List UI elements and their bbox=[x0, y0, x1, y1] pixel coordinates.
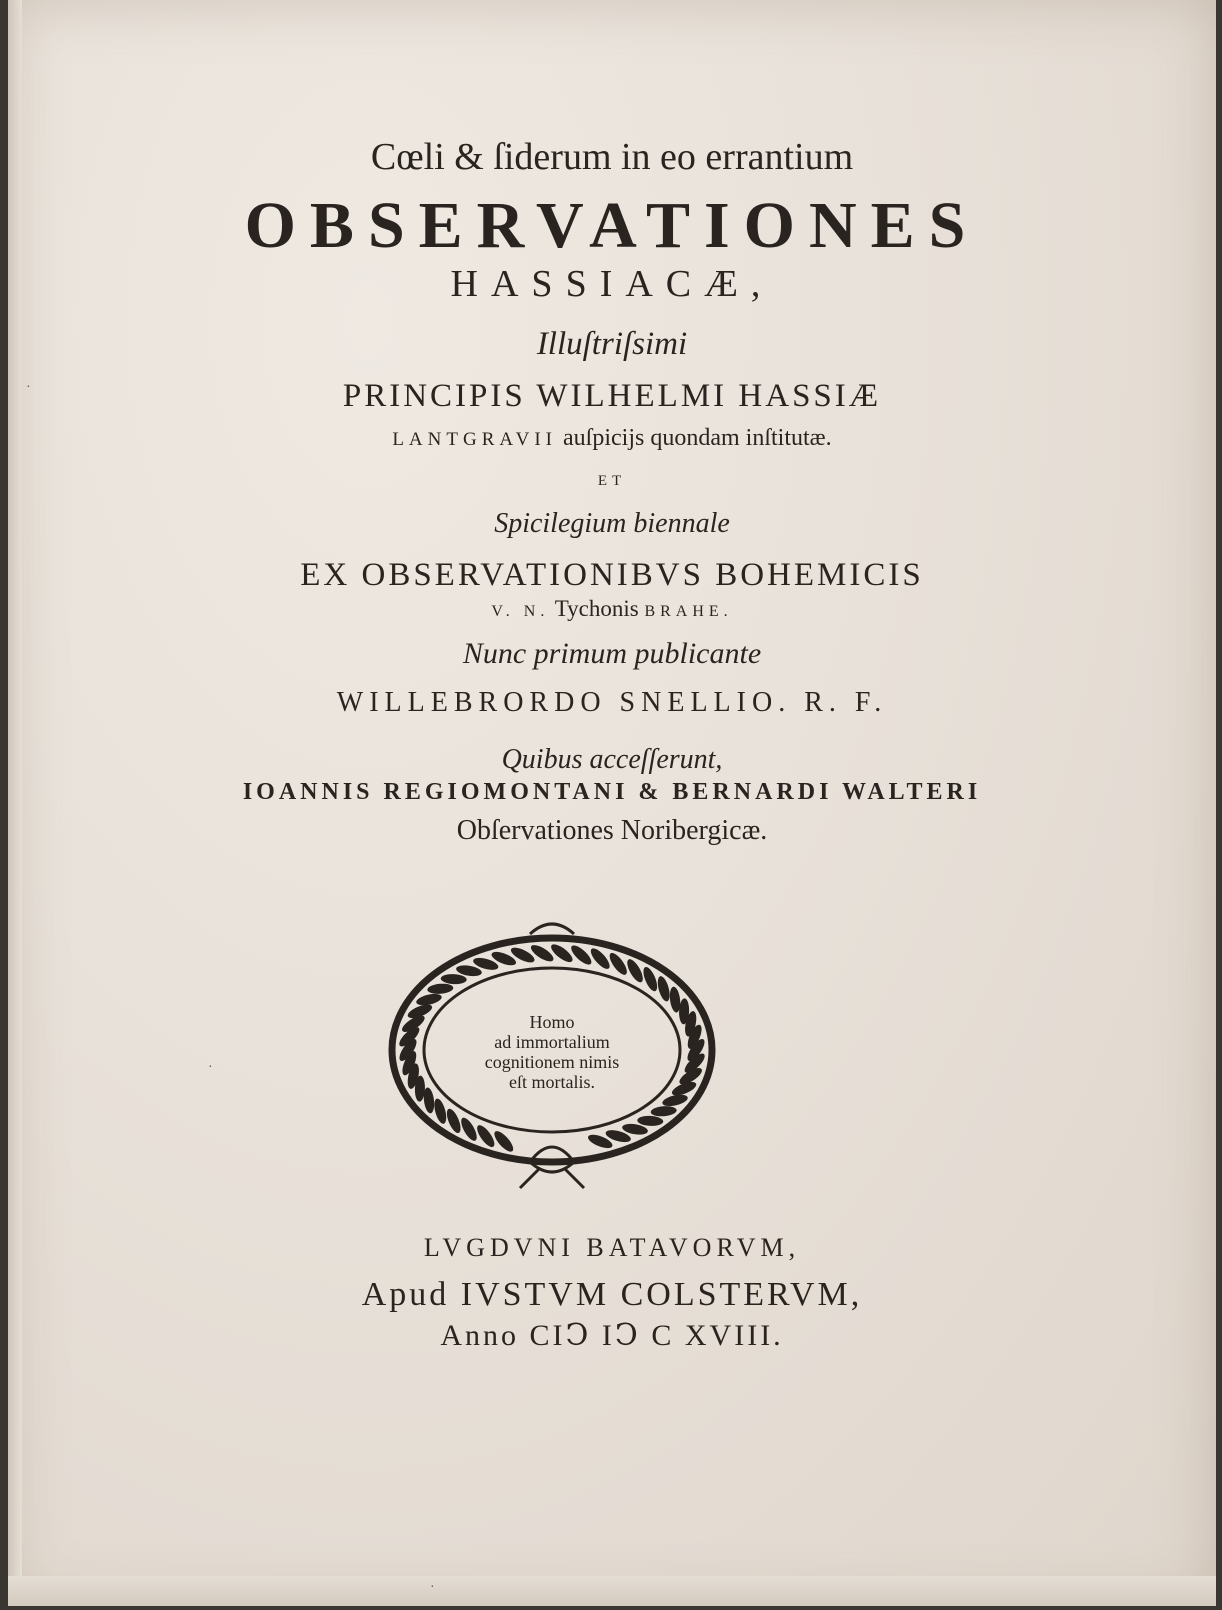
main-title: OBSERVATIONES bbox=[244, 189, 980, 262]
title-line-13: Quibus acceſſerunt, bbox=[501, 744, 723, 775]
laurel-leaf bbox=[588, 946, 613, 972]
laurel-leaf bbox=[432, 1097, 449, 1125]
page-edge-bottom bbox=[8, 1576, 1216, 1606]
motto-line-4: eſt mortalis. bbox=[509, 1072, 595, 1092]
motto-line-2: ad immortalium bbox=[494, 1032, 610, 1052]
title-line-9: EX OBSERVATIONIBVS BOHEMICIS bbox=[300, 557, 924, 593]
brahe-text: BRAHE. bbox=[644, 603, 733, 620]
paper-mark: · bbox=[26, 380, 31, 395]
paper-mark: · bbox=[430, 1580, 435, 1595]
laurel-leaf bbox=[440, 973, 466, 984]
title-line-5: PRINCIPIS WILHELMI HASSIÆ bbox=[342, 378, 882, 414]
laurel-leaf bbox=[491, 1128, 516, 1154]
title-line-6 bbox=[8, 425, 1216, 452]
laurel-leaf bbox=[427, 983, 454, 995]
title-page bbox=[8, 0, 1216, 1606]
paper-mark: · bbox=[208, 1060, 213, 1075]
title-line-10 bbox=[8, 596, 1216, 622]
title-line-14: IOANNIS REGIOMONTANI & BERNARDI WALTERI bbox=[242, 779, 982, 805]
title-line-11: Nunc primum publicante bbox=[462, 637, 762, 670]
title-line-3: HASSIACÆ, bbox=[450, 263, 774, 305]
laurel-leaf bbox=[655, 975, 672, 1003]
imprint-printer: Apud IVSTVM COLSTERVM, bbox=[361, 1276, 863, 1313]
vn-text: V. N. bbox=[491, 603, 550, 620]
title-line-1: Cœli & ſiderum in eo errantium bbox=[370, 136, 854, 178]
tychonis-text: Tychonis bbox=[549, 596, 645, 621]
imprint-place: LVGDVNI BATAVORVM, bbox=[423, 1233, 801, 1262]
author-line: WILLEBRORDO SNELLIO. R. F. bbox=[336, 687, 888, 718]
laurel-leaf bbox=[568, 943, 594, 968]
laurel-leaf bbox=[548, 941, 575, 965]
et-line: ET bbox=[597, 473, 627, 489]
imprint-year: Anno CIↃ IↃ C XVIII. bbox=[440, 1319, 784, 1352]
laurel-leaf bbox=[650, 1105, 677, 1117]
motto-line-3: cognitionem nimis bbox=[484, 1052, 620, 1072]
laurel-leaf bbox=[637, 1115, 663, 1126]
title-line-15: Obſervationes Noribergicæ. bbox=[456, 815, 768, 846]
lantgravii-text: LANTGRAVII bbox=[392, 429, 558, 450]
motto-line-1: Homo bbox=[529, 1012, 575, 1032]
auspicijs-text: auſpicijs quondam inſtitutæ. bbox=[557, 425, 832, 451]
title-line-8: Spicilegium biennale bbox=[494, 508, 730, 539]
title-line-4: Illuſtriſsimi bbox=[536, 326, 688, 362]
motto-text bbox=[460, 1012, 644, 1092]
